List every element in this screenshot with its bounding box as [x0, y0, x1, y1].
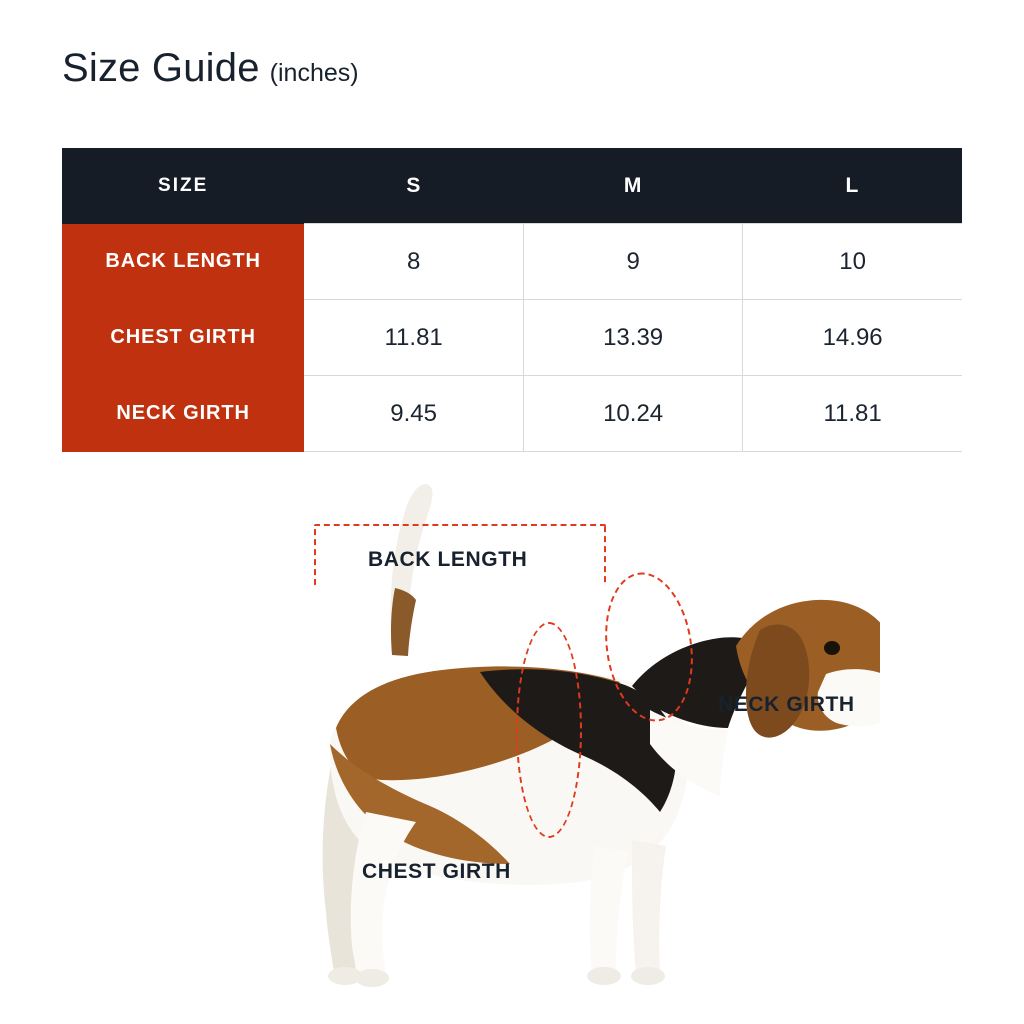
row-label-chest-girth: CHEST GIRTH [62, 300, 304, 376]
measurement-figure [0, 440, 1024, 1024]
callout-chest-girth: CHEST GIRTH [362, 860, 511, 883]
callout-back-length: BACK LENGTH [368, 548, 528, 571]
callout-neck-girth: NECK GIRTH [718, 693, 855, 716]
cell-chest-girth-l: 14.96 [743, 300, 962, 376]
chest-girth-guide [516, 622, 582, 838]
row-label-neck-girth: NECK GIRTH [62, 376, 304, 452]
page-title-main: Size Guide [62, 46, 260, 90]
page-title-unit: (inches) [269, 59, 359, 87]
cell-chest-girth-m: 13.39 [524, 300, 743, 376]
header-size: SIZE [62, 148, 304, 224]
cell-neck-girth-m: 10.24 [524, 376, 743, 452]
cell-chest-girth-s: 11.81 [304, 300, 523, 376]
table-row [62, 224, 962, 300]
header-size-s: S [304, 148, 523, 224]
cell-neck-girth-s: 9.45 [304, 376, 523, 452]
header-size-m: M [524, 148, 743, 224]
page-title [62, 46, 359, 91]
cell-back-length-s: 8 [304, 224, 523, 300]
row-label-back-length: BACK LENGTH [62, 224, 304, 300]
table-header-row [62, 148, 962, 224]
cell-back-length-m: 9 [524, 224, 743, 300]
header-size-l: L [743, 148, 962, 224]
cell-back-length-l: 10 [743, 224, 962, 300]
table-header [62, 148, 962, 224]
table-row [62, 300, 962, 376]
table-body [62, 224, 962, 452]
size-guide-table [62, 148, 962, 452]
cell-neck-girth-l: 11.81 [743, 376, 962, 452]
